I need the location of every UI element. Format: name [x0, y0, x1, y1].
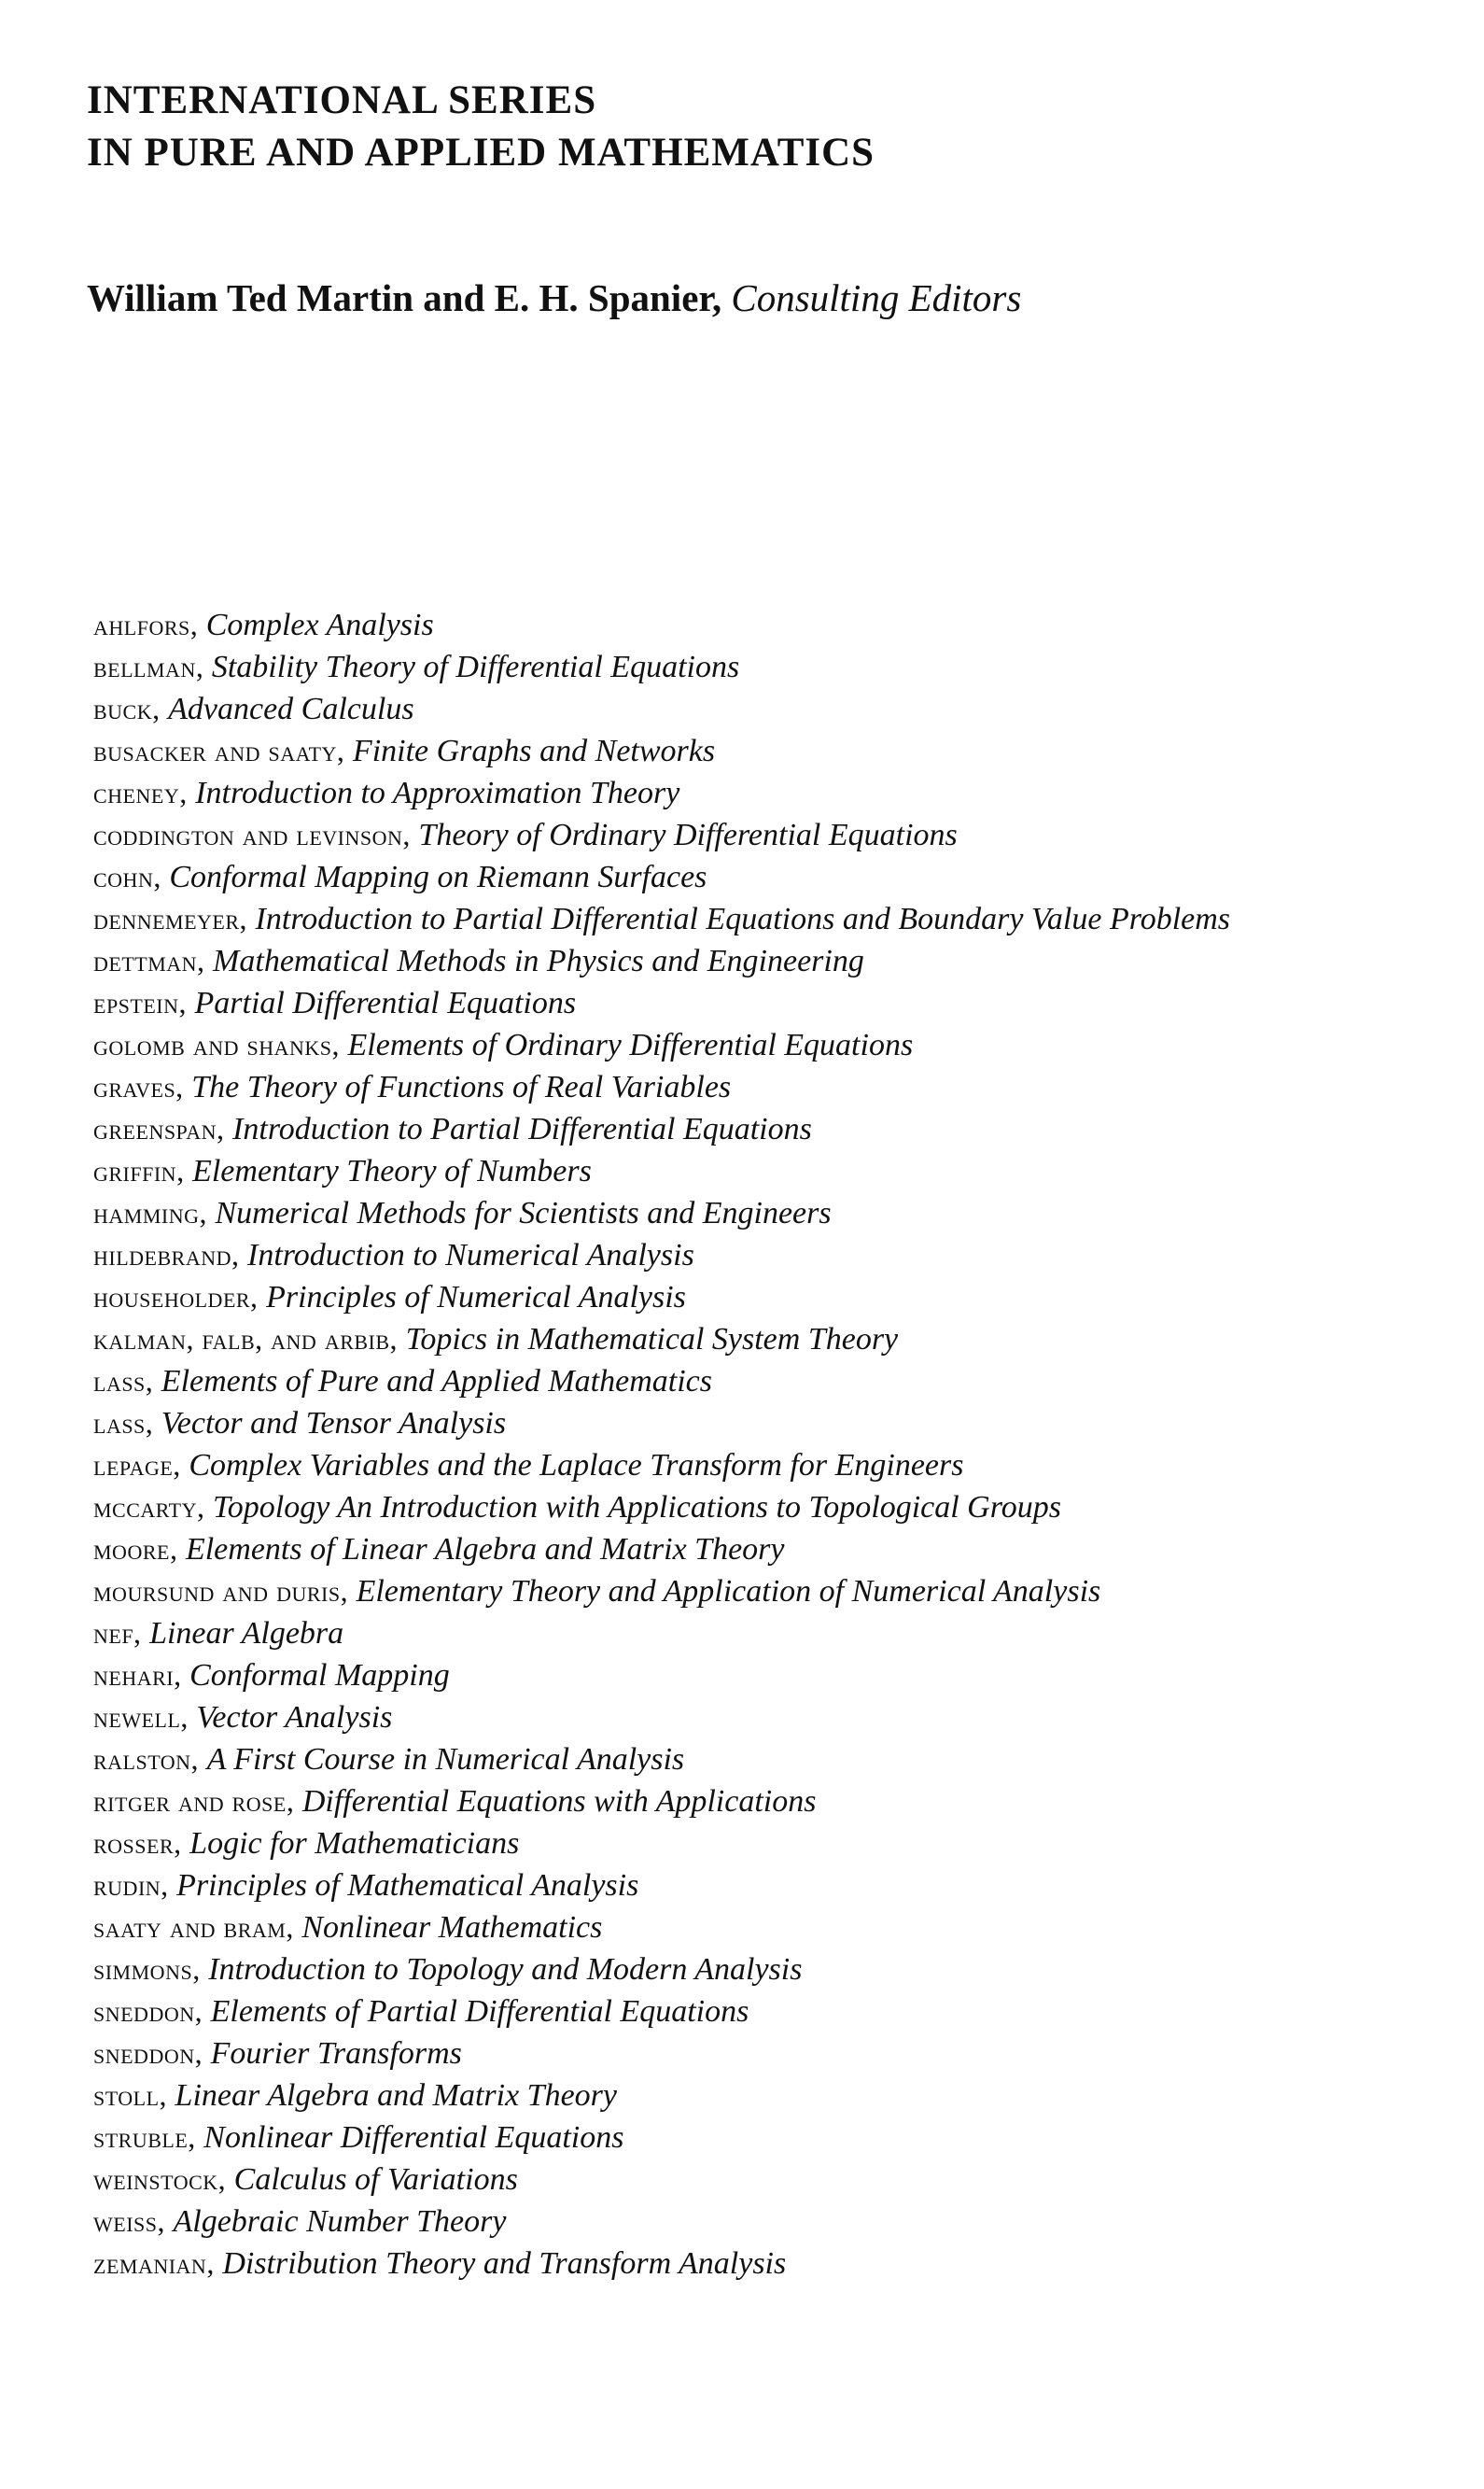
book-entry: [93, 1780, 1456, 1822]
book-author: sneddon,: [93, 2036, 203, 2070]
book-entry: [93, 1234, 1456, 1276]
book-title: Elementary Theory and Application of Numerical Analysis: [356, 1574, 1101, 1609]
book-author: dettman,: [93, 944, 205, 977]
book-entry: [93, 1360, 1456, 1402]
book-author: dennemeyer,: [93, 902, 248, 935]
book-title: Topology An Introduction with Applications to Topological Groups: [212, 1490, 1061, 1525]
book-entry: [93, 2074, 1456, 2116]
book-entry: [93, 1570, 1456, 1612]
book-author: griffin,: [93, 1154, 185, 1188]
book-title: Distribution Theory and Transform Analysis: [222, 2246, 787, 2281]
book-author: weinstock,: [93, 2162, 227, 2196]
book-entry: [93, 940, 1456, 982]
book-author: householder,: [93, 1280, 259, 1314]
book-title: Stability Theory of Differential Equations: [211, 650, 740, 684]
book-author: nehari,: [93, 1658, 182, 1692]
book-author: lass,: [93, 1364, 154, 1398]
book-entry: [93, 1696, 1456, 1738]
book-author: kalman, falb, and arbib,: [93, 1322, 399, 1356]
book-title: The Theory of Functions of Real Variables: [191, 1070, 732, 1104]
book-entry: [93, 1948, 1456, 1990]
consulting-editors: [87, 274, 1021, 322]
book-title: Elements of Pure and Applied Mathematics: [161, 1364, 712, 1399]
book-author: mccarty,: [93, 1490, 205, 1524]
book-title: Nonlinear Differential Equations: [203, 2120, 624, 2155]
book-author: lepage,: [93, 1448, 181, 1482]
book-title: Principles of Mathematical Analysis: [176, 1868, 639, 1903]
book-author: golomb and shanks,: [93, 1028, 341, 1062]
book-author: newell,: [93, 1700, 189, 1734]
book-title: Conformal Mapping on Riemann Surfaces: [169, 860, 707, 894]
book-title: Complex Analysis: [205, 608, 434, 642]
series-title-line-2: IN PURE AND APPLIED MATHEMATICS: [87, 131, 875, 175]
book-entry: [93, 1612, 1456, 1654]
book-author: cheney,: [93, 776, 188, 809]
book-title: Principles of Numerical Analysis: [266, 1280, 686, 1315]
book-entry: [93, 814, 1456, 856]
book-author: simmons,: [93, 1952, 201, 1986]
book-author: buck,: [93, 692, 161, 725]
book-entry: [93, 730, 1456, 772]
series-title-line-1: INTERNATIONAL SERIES: [87, 78, 597, 122]
book-author: epstein,: [93, 986, 187, 1020]
book-author: struble,: [93, 2120, 196, 2154]
book-author: moursund and duris,: [93, 1574, 349, 1608]
book-entry: [93, 2159, 1456, 2201]
book-author: graves,: [93, 1070, 184, 1104]
book-title: Vector and Tensor Analysis: [161, 1406, 507, 1441]
book-title: Elements of Partial Differential Equations: [210, 1994, 749, 2029]
book-author: cohn,: [93, 860, 161, 893]
book-entry: [93, 1654, 1456, 1696]
book-title: Calculus of Variations: [233, 2162, 518, 2197]
book-title: Fourier Transforms: [210, 2036, 462, 2071]
book-title: Theory of Ordinary Differential Equations: [418, 818, 958, 852]
book-author: sneddon,: [93, 1994, 203, 2028]
book-title: Elementary Theory of Numbers: [192, 1154, 592, 1188]
book-entry: [93, 856, 1456, 898]
book-entry: [93, 604, 1456, 646]
book-title: Advanced Calculus: [168, 692, 414, 726]
book-entry: [93, 2201, 1456, 2243]
book-title: Complex Variables and the Laplace Transform for Engineers: [189, 1448, 964, 1483]
book-title: Linear Algebra and Matrix Theory: [175, 2078, 618, 2113]
book-title: Introduction to Partial Differential Equations: [232, 1112, 812, 1146]
book-author: rosser,: [93, 1826, 182, 1860]
book-author: rudin,: [93, 1868, 169, 1902]
book-author: hildebrand,: [93, 1238, 240, 1272]
book-entry: [93, 1486, 1456, 1528]
editor-role: Consulting Editors: [731, 276, 1022, 319]
book-author: busacker and saaty,: [93, 734, 345, 767]
book-author: greenspan,: [93, 1112, 225, 1146]
book-title: Finite Graphs and Networks: [352, 734, 716, 768]
book-author: saaty and bram,: [93, 1910, 294, 1944]
book-author: zemanian,: [93, 2246, 215, 2280]
book-entry: [93, 1402, 1456, 1444]
book-author: coddington and levinson,: [93, 818, 411, 851]
book-title: Nonlinear Mathematics: [301, 1910, 603, 1945]
book-author: weiss,: [93, 2204, 165, 2238]
book-title: Topics in Mathematical System Theory: [405, 1322, 899, 1357]
book-title: Differential Equations with Applications: [301, 1784, 817, 1819]
book-entry: [93, 1738, 1456, 1780]
book-entry: [93, 2032, 1456, 2074]
book-entry: [93, 1024, 1456, 1066]
book-entry: [93, 1906, 1456, 1948]
book-entry: [93, 1864, 1456, 1906]
book-author: stoll,: [93, 2078, 168, 2112]
book-entry: [93, 772, 1456, 814]
book-title: Introduction to Approximation Theory: [195, 776, 680, 810]
book-author: ahlfors,: [93, 608, 199, 641]
book-entry: [93, 2116, 1456, 2159]
book-title: Elements of Linear Algebra and Matrix Theory: [185, 1532, 785, 1567]
book-entry: [93, 898, 1456, 940]
book-entry: [93, 1108, 1456, 1150]
book-entry: [93, 1990, 1456, 2032]
book-title: Vector Analysis: [196, 1700, 393, 1735]
book-title: A First Course in Numerical Analysis: [206, 1742, 685, 1777]
book-entry: [93, 688, 1456, 730]
book-author: ralston,: [93, 1742, 200, 1776]
book-title: Numerical Methods for Scientists and Engineers: [215, 1196, 832, 1230]
book-entry: [93, 1444, 1456, 1486]
book-author: bellman,: [93, 650, 204, 683]
book-author: moore,: [93, 1532, 178, 1566]
book-title: Algebraic Number Theory: [173, 2204, 507, 2239]
book-entry: [93, 1192, 1456, 1234]
book-entry: [93, 646, 1456, 688]
book-author: nef,: [93, 1616, 142, 1650]
book-entry: [93, 1150, 1456, 1192]
book-title: Elements of Ordinary Differential Equations: [347, 1028, 914, 1062]
book-title: Linear Algebra: [149, 1616, 344, 1651]
book-entry: [93, 1528, 1456, 1570]
book-title: Introduction to Topology and Modern Analysis: [208, 1952, 803, 1987]
book-title: Logic for Mathematicians: [189, 1826, 520, 1861]
book-title: Mathematical Methods in Physics and Engineering: [213, 944, 864, 978]
book-entry: [93, 1276, 1456, 1318]
book-entry: [93, 2243, 1456, 2285]
book-entry: [93, 1066, 1456, 1108]
book-entry: [93, 1822, 1456, 1864]
book-list: [93, 604, 1456, 2285]
book-title: Partial Differential Equations: [194, 986, 577, 1020]
book-title: Conformal Mapping: [189, 1658, 450, 1693]
book-entry: [93, 1318, 1456, 1360]
book-title: Introduction to Partial Differential Equations and Boundary Value Problems: [255, 902, 1231, 936]
book-title: Introduction to Numerical Analysis: [247, 1238, 694, 1273]
series-title: [87, 75, 875, 179]
editor-names: William Ted Martin and E. H. Spanier,: [87, 276, 722, 319]
book-author: lass,: [93, 1406, 154, 1440]
book-author: ritger and rose,: [93, 1784, 295, 1818]
book-author: hamming,: [93, 1196, 207, 1230]
book-entry: [93, 982, 1456, 1024]
